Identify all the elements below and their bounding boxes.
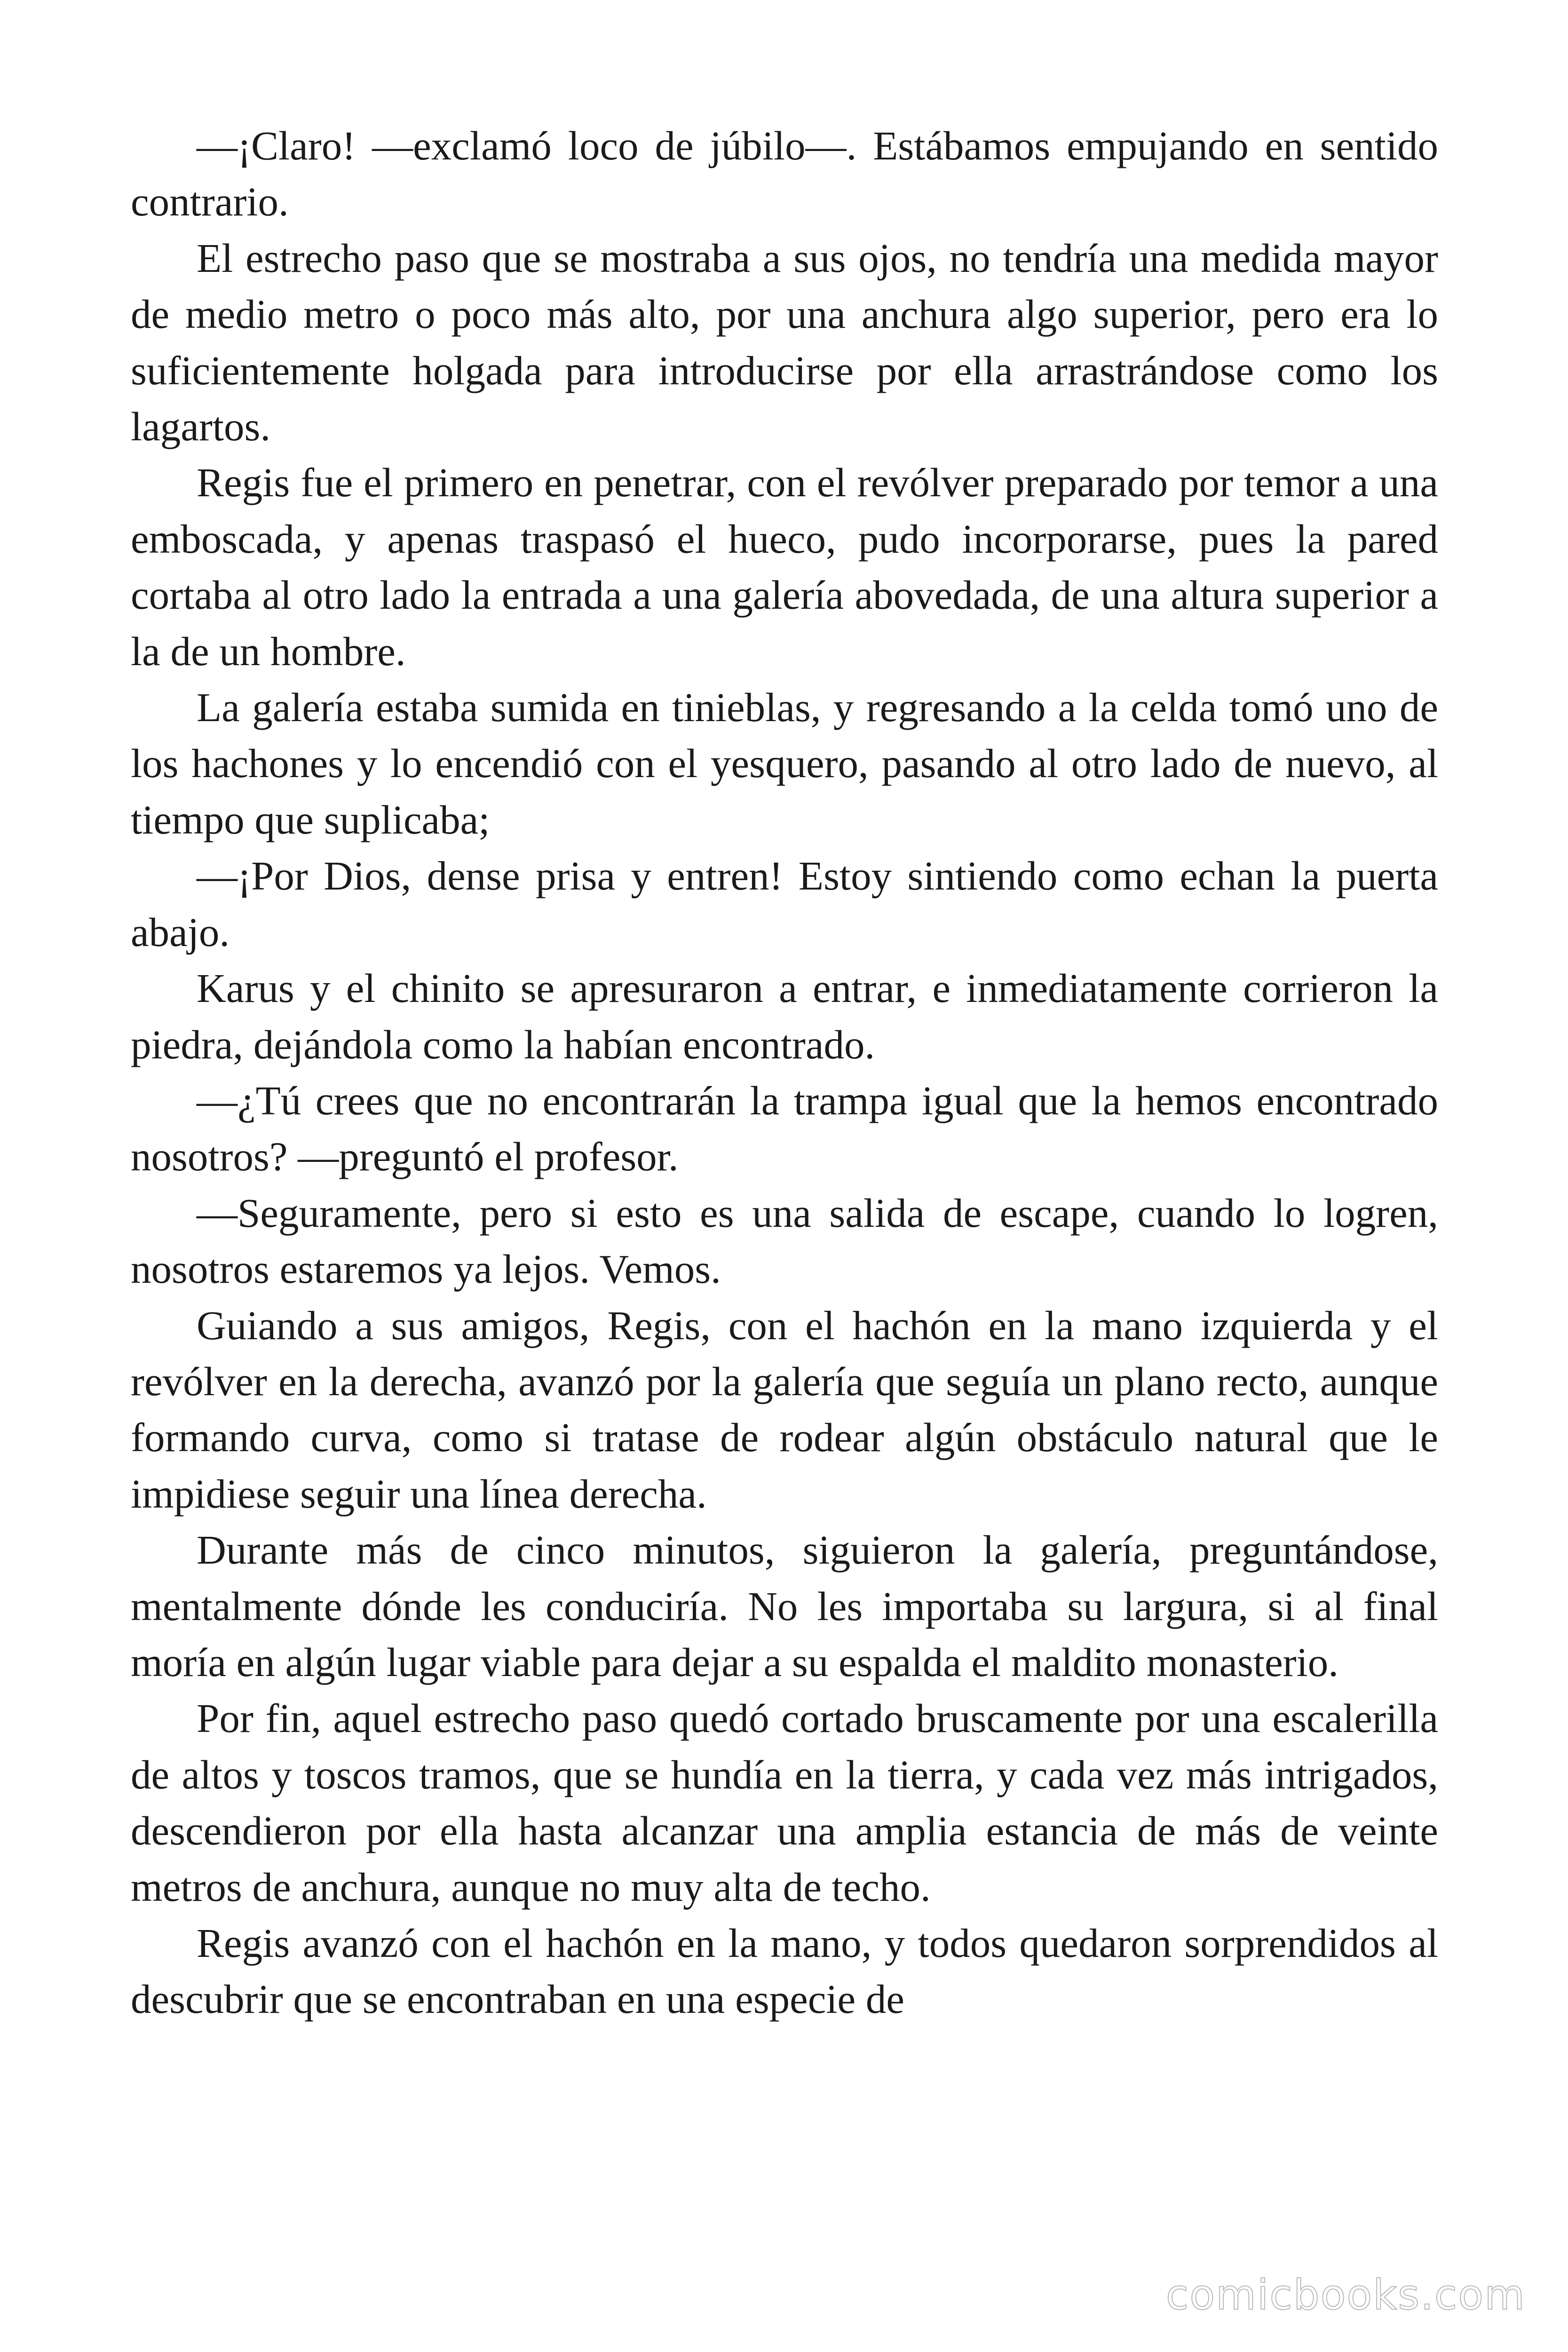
paragraph-6: Karus y el chinito se apresuraron a entrar, e inmediatamente corrieron la piedra, dejándola como la habían encontrado. [131, 965, 1438, 1067]
paragraph-9: Guiando a sus amigos, Regis, con el hachón en la mano izquierda y el revólver en la derecha, avanzó por la galería que seguía un plano recto, aunque formando curva, como si tratase de rodear algún obstáculo natural que le impidiese seguir una línea derecha. [131, 1302, 1438, 1517]
paragraph-4: La galería estaba sumida en tinieblas, y regresando a la celda tomó uno de los hachones y lo encendió con el yesquero, pasando al otro lado de nuevo, al tiempo que suplicaba; [131, 684, 1438, 842]
paragraph-3: Regis fue el primero en penetrar, con el revólver preparado por temor a una emboscada, y apenas traspasó el hueco, pudo incorporarse, pues la pared cortaba al otro lado la entrada a una galería abovedada, de una altura superior a la de un hombre. [131, 460, 1438, 674]
paragraph-12: Regis avanzó con el hachón en la mano, y todos quedaron sorprendidos al descubrir que se encontraban en una especie de [131, 1920, 1438, 2022]
paragraph-5: —¡Por Dios, dense prisa y entren! Estoy sintiendo como echan la puerta abajo. [131, 853, 1438, 955]
paragraph-10: Durante más de cinco minutos, siguieron la galería, preguntándose, mentalmente dónde les conduciría. No les importaba su largura, si al final moría en algún lugar viable para dejar a su espalda el maldito monasterio. [131, 1527, 1438, 1685]
paragraph-2: El estrecho paso que se mostraba a sus ojos, no tendría una medida mayor de medio metro o poco más alto, por una anchura algo superior, pero era lo suficientemente holgada para introducirse por ella arrastrándose como los lagartos. [131, 235, 1438, 450]
watermark: comicbooks.com [1165, 2271, 1526, 2319]
paragraph-1: —¡Claro! —exclamó loco de júbilo—. Estábamos empujando en sentido contrario. [131, 123, 1438, 225]
paragraph-8: —Seguramente, pero si esto es una salida de escape, cuando lo logren, nosotros estaremos ya lejos. Vemos. [131, 1190, 1438, 1292]
page-body [131, 118, 1438, 2027]
paragraph-11: Por fin, aquel estrecho paso quedó cortado bruscamente por una escalerilla de altos y toscos tramos, que se hundía en la tierra, y cada vez más intrigados, descendieron por ella hasta alcanzar una amplia estancia de más de veinte metros de anchura, aunque no muy alta de techo. [131, 1695, 1438, 1910]
paragraph-7: —¿Tú crees que no encontrarán la trampa igual que la hemos encontrado nosotros? —preguntó el profesor. [131, 1077, 1438, 1180]
